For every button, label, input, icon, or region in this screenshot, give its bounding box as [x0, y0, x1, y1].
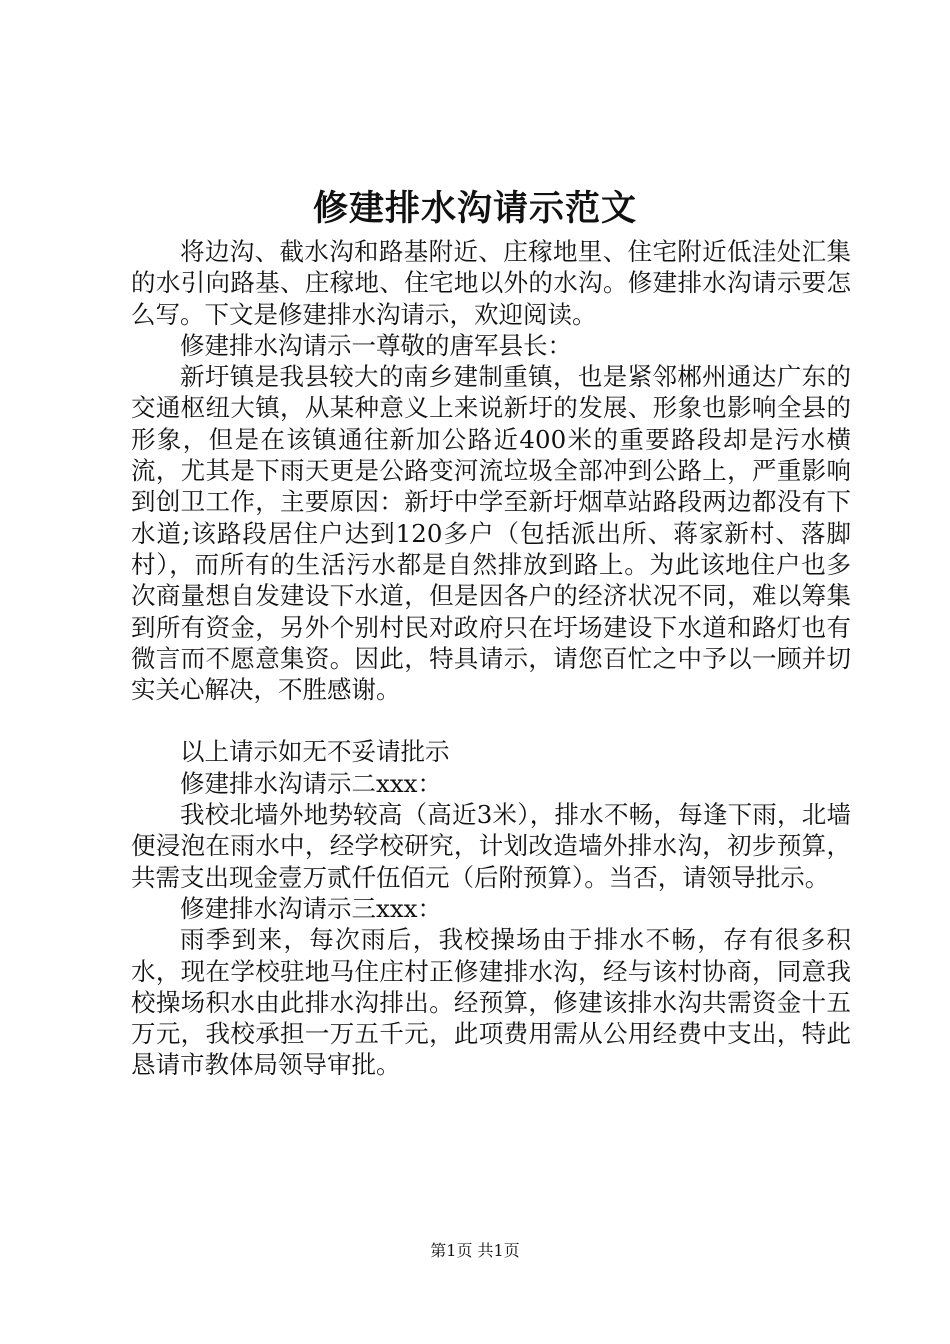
- page-number-footer: 第1页 共1页: [430, 1241, 520, 1260]
- paragraph-closing-one: 以上请示如无不妥请批示: [180, 737, 450, 767]
- paragraph-request-one: 新圩镇是我县较大的南乡建制重镇，也是紧邻郴州通达广东的交通枢纽大镇，从某种意义上来说新圩的发展、形象也影响全县的形象，但是在该镇通往新加公路近400米的重要路段却是污水横流，尤其是下雨天更是公路变河流垃圾全部冲到公路上，严重影响到创卫工作，主要原因：新圩中学至新圩烟草站路段两边都没有下水道;该路段居住户达到120多户（包括派出所、蒋家新村、落脚村），而所有的生活污水都是自然排放到路上。为此该地住户也多次商量想自发建设下水道，但是因各户的经济状况不同，难以筹集到所有资金，另外个别村民对政府只在圩场建设下水道和路灯也有微言而不愿意集资。因此，特具请示，请您百忙之中予以一顾并切实关心解决，不胜感谢。: [131, 362, 851, 705]
- paragraph-heading-two: 修建排水沟请示二xxx：: [180, 768, 442, 798]
- paragraph-request-two: 我校北墙外地势较高（高近3米），排水不畅，每逢下雨，北墙便浸泡在雨水中，经学校研究，计划改造墙外排水沟，初步预算，共需支出现金壹万贰仟伍佰元（后附预算）。当否，请领导批示。: [131, 800, 851, 892]
- document-body: [131, 236, 851, 1081]
- paragraph-heading-three: 修建排水沟请示三xxx：: [180, 893, 442, 923]
- paragraph-heading-one: 修建排水沟请示一尊敬的唐军县长：: [180, 330, 572, 360]
- document-title: 修建排水沟请示范文: [312, 188, 637, 229]
- paragraph-request-three: 雨季到来，每次雨后，我校操场由于排水不畅，存有很多积水，现在学校驻地马住庄村正修建排水沟，经与该村协商，同意我校操场积水由此排水沟排出。经预算，修建该排水沟共需资金十五万元，我校承担一万五千元，此项费用需从公用经费中支出，特此恳请市教体局领导审批。: [131, 925, 851, 1080]
- paragraph-intro: 将边沟、截水沟和路基附近、庄稼地里、住宅附近低洼处汇集的水引向路基、庄稼地、住宅地以外的水沟。修建排水沟请示要怎么写。下文是修建排水沟请示，欢迎阅读。: [131, 237, 851, 329]
